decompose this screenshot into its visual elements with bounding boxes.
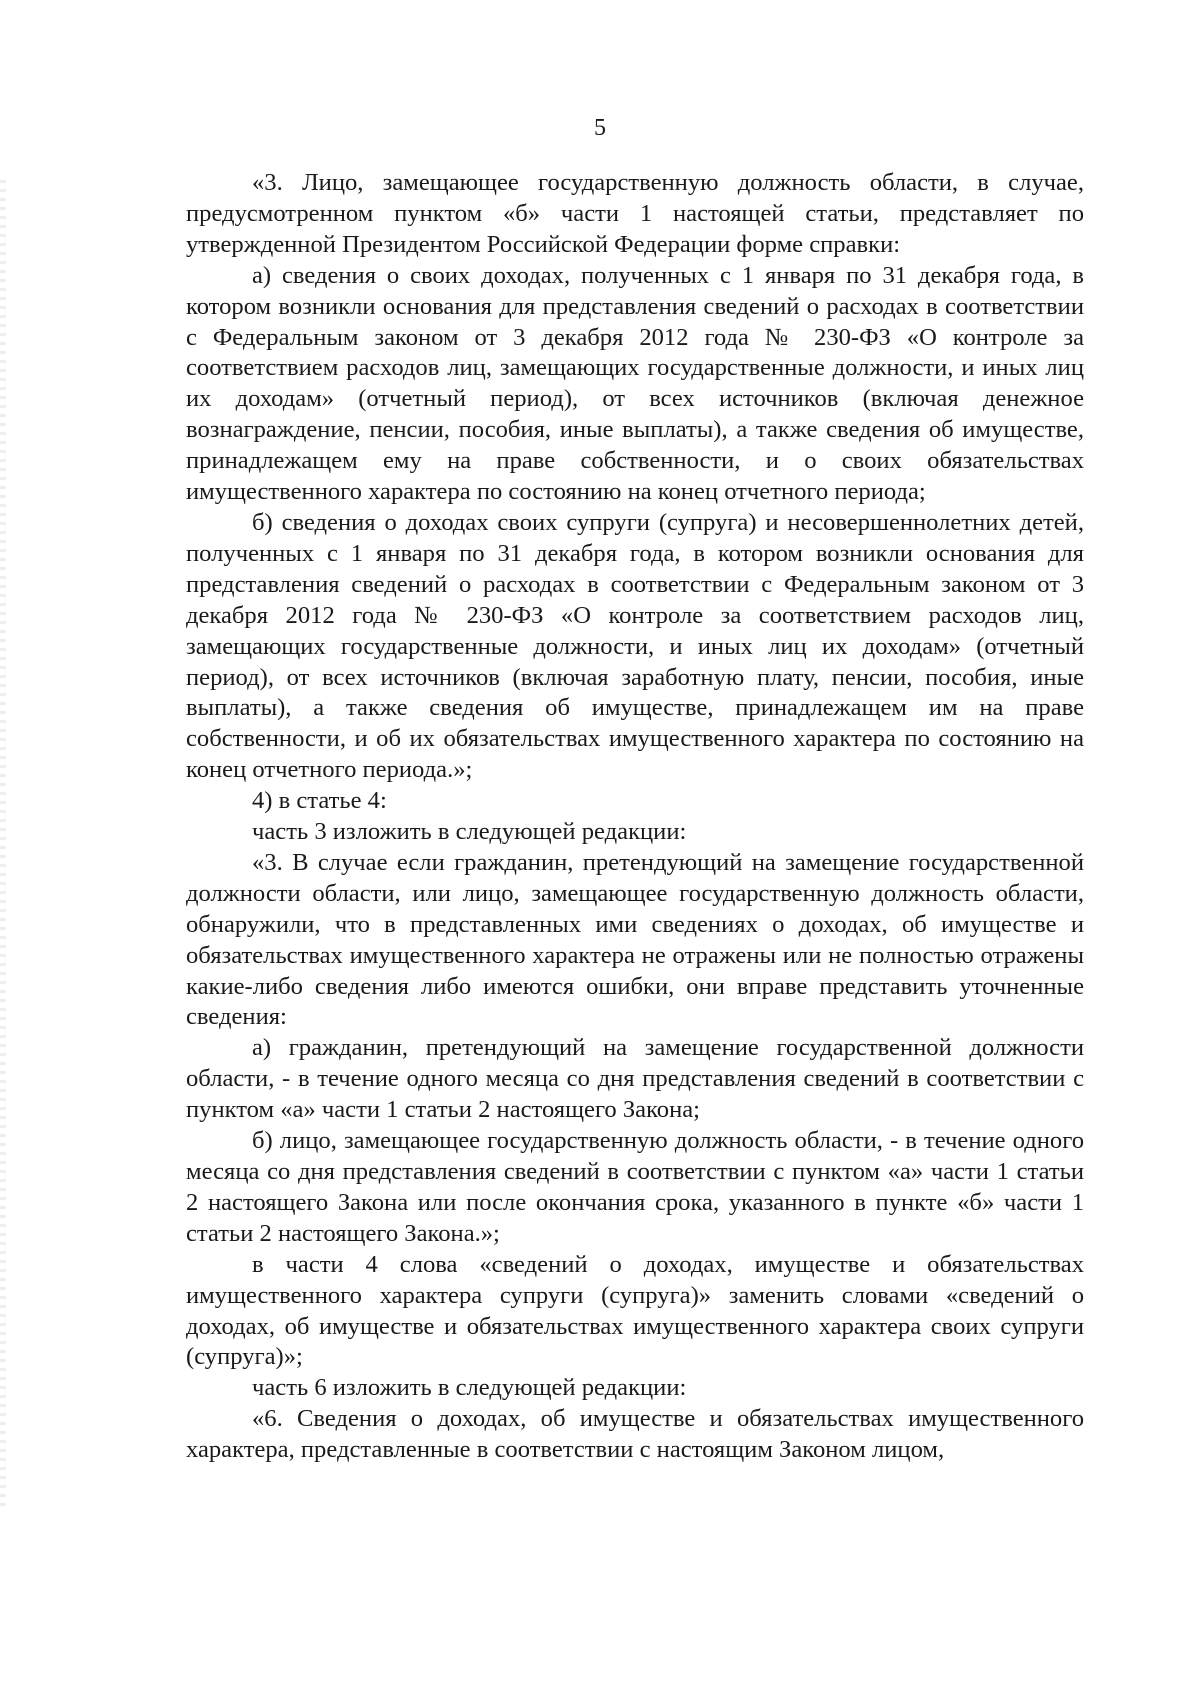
paragraph-part-3-new: «3. В случае если гражданин, претендующий на замещение государственной должности области, или лицо, замещающее государственную должность области, обнаружили, что в представленных ими сведениях о доходах, об имуществе и обязательствах имущественного характера не отражены или не полностью отражены какие-либо сведения либо имеются ошибки, они вправе представить уточненные сведения: <box>186 848 1084 1031</box>
paragraph-part-3-instruction: часть 3 изложить в следующей редакции: <box>252 818 687 846</box>
paragraph-article-4: 4) в статье 4: <box>252 787 387 815</box>
page-number: 5 <box>594 115 606 141</box>
paragraph-item-b: б) сведения о доходах своих супруги (супруга) и несовершеннолетних детей, полученных с 1 января по 31 декабря года, в котором возникли основания для представления сведений о расходах в соответствии с Федеральным законом от 3 декабря 2012 года № 230-ФЗ «О контроле за соответствием расходов лиц, замещающих государственные должности, и иных лиц их доходам» (отчетный период), от всех источников (включая заработную плату, пенсии, пособия, иные выплаты), а также сведения об имуществе, принадлежащем им на праве собственности, и об их обязательствах имущественного характера по состоянию на конец отчетного периода.»; <box>186 508 1084 784</box>
paragraph-part-3: «3. Лицо, замещающее государственную должность области, в случае, предусмотренном пунктом «б» части 1 настоящей статьи, представляет по утвержденной Президентом Российской Федерации форме справки: <box>186 169 1084 258</box>
paragraph-part-6-instruction: часть 6 изложить в следующей редакции: <box>252 1374 687 1402</box>
paragraph-item-a: а) сведения о своих доходах, полученных с 1 января по 31 декабря года, в котором возникли основания для представления сведений о расходах в соответствии с Федеральным законом от 3 декабря 2012 года № 230-ФЗ «О контроле за соответствием расходов лиц, замещающих государственные должности, и иных лиц их доходам» (отчетный период), от всех источников (включая денежное вознаграждение, пенсии, пособия, иные выплаты), а также сведения об имуществе, принадлежащем ему на праве собственности, и о своих обязательствах имущественного характера по состоянию на конец отчетного периода; <box>186 261 1084 506</box>
scan-edge-artifact <box>0 180 6 1510</box>
document-body <box>186 168 1084 1466</box>
paragraph-part-6-new: «6. Сведения о доходах, об имуществе и обязательствах имущественного характера, представленные в соответствии с настоящим Законом лицом, <box>186 1405 1084 1464</box>
paragraph-person-item-b: б) лицо, замещающее государственную должность области, - в течение одного месяца со дня представления сведений в соответствии с пунктом «а» части 1 статьи 2 настоящего Закона или после окончания срока, указанного в пункте «б» части 1 статьи 2 настоящего Закона.»; <box>186 1127 1084 1247</box>
paragraph-part-4-replacement: в части 4 слова «сведений о доходах, имуществе и обязательствах имущественного характера супруги (супруга)» заменить словами «сведений о доходах, об имуществе и обязательствах имущественного характера своих супруги (супруга)»; <box>186 1250 1084 1371</box>
paragraph-citizen-item-a: а) гражданин, претендующий на замещение государственной должности области, - в течение одного месяца со дня представления сведений в соответствии с пунктом «а» части 1 статьи 2 настоящего Закона; <box>186 1034 1084 1124</box>
